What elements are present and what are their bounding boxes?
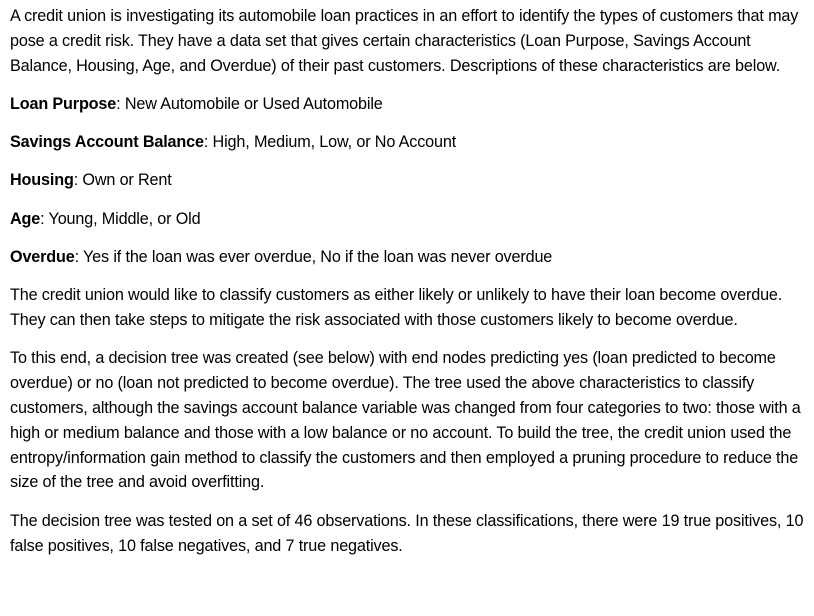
field-description: : Yes if the loan was ever overdue, No if the loan was never overdue xyxy=(74,248,553,267)
field-description: : High, Medium, Low, or No Account xyxy=(203,133,457,152)
classify-paragraph: The credit union would like to classify customers as either likely or unlikely to have their loan become overdue. They can then take steps to mitigate the risk associated with those customers likely to become overdue. xyxy=(10,286,783,330)
field-label: Loan Purpose xyxy=(10,94,117,113)
field-label: Overdue xyxy=(10,248,75,267)
test-results-paragraph: The decision tree was tested on a set of 46 observations. In these classifications, there were 19 true positives, 10 false positives, 10 false negatives, and 7 true negatives. xyxy=(10,511,804,555)
field-savings-account-balance xyxy=(10,130,804,155)
field-description: : New Automobile or Used Automobile xyxy=(116,94,383,113)
intro-paragraph: A credit union is investigating its automobile loan practices in an effort to identify the types of customers that may pose a credit risk. They have a data set that gives certain characteristics (Loan Purpose, Savings Account Balance, Housing, Age, and Overdue) of their past customers. Descriptions of these characteristics are below. xyxy=(10,7,799,75)
field-label: Housing xyxy=(10,171,74,190)
field-housing xyxy=(10,168,804,193)
field-loan-purpose xyxy=(10,92,804,117)
field-description: : Own or Rent xyxy=(73,171,172,190)
field-overdue xyxy=(10,245,804,270)
field-label: Savings Account Balance xyxy=(10,133,204,152)
decision-tree-paragraph: To this end, a decision tree was created (see below) with end nodes predicting yes (loan predicted to become overdue) or no (loan not predicted to become overdue). The tree used the above characteristics to classify customers, although the savings account balance variable was changed from four categories to two: those with a high or medium balance and those with a low balance or no account. To build the tree, the credit union used the entropy/information gain method to classify the customers and then employed a pruning procedure to reduce the size of the tree and avoid overfitting. xyxy=(10,349,801,492)
field-label: Age xyxy=(10,209,41,228)
field-age xyxy=(10,207,804,232)
field-description: : Young, Middle, or Old xyxy=(40,209,201,228)
